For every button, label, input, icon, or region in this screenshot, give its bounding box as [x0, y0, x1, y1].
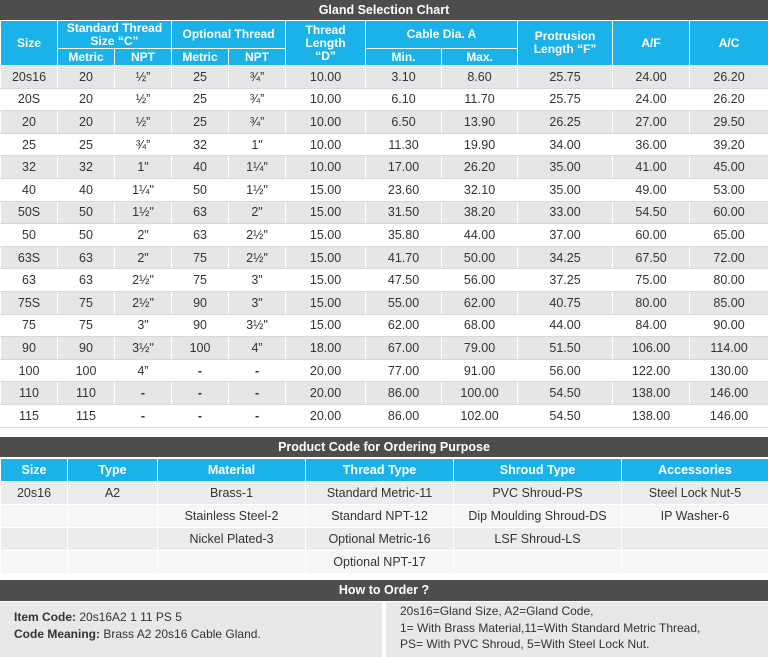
table-cell: 72.00 — [690, 246, 768, 269]
table-cell: A2 — [68, 482, 158, 505]
table-cell: Optional Metric-16 — [306, 528, 454, 551]
table-cell: 49.00 — [613, 178, 690, 201]
table-cell: 26.25 — [518, 111, 613, 134]
table-cell — [1, 528, 68, 551]
table-cell: ½” — [115, 111, 172, 134]
table-cell: IP Washer-6 — [622, 505, 768, 528]
order-example — [0, 602, 382, 657]
table-cell: 50S — [1, 201, 58, 224]
table-cell: 10.00 — [286, 66, 366, 89]
table-cell: 3.10 — [366, 66, 442, 89]
table-cell: 68.00 — [442, 314, 518, 337]
table-cell — [1, 505, 68, 528]
table-cell: 23.60 — [366, 178, 442, 201]
table-cell: 100.00 — [442, 382, 518, 405]
header-protrusion: Protrusion Length “F” — [518, 21, 613, 66]
header-size: Size — [1, 21, 58, 66]
table-cell: 40.75 — [518, 291, 613, 314]
item-code-value: 20s16A2 1 11 PS 5 — [79, 610, 182, 624]
table-cell: Nickel Plated-3 — [158, 528, 306, 551]
table-cell: Standard NPT-12 — [306, 505, 454, 528]
table-cell: 1½" — [229, 178, 286, 201]
table-cell: 63S — [1, 246, 58, 269]
table-cell: 50 — [172, 178, 229, 201]
table-cell: 75 — [172, 246, 229, 269]
table-cell: 25 — [172, 88, 229, 111]
table-cell: 15.00 — [286, 178, 366, 201]
table-cell: 6.50 — [366, 111, 442, 134]
table-row — [1, 178, 768, 201]
table-cell: 13.90 — [442, 111, 518, 134]
table-cell: 35.00 — [518, 178, 613, 201]
table-cell: 20.00 — [286, 404, 366, 427]
table-row — [1, 201, 768, 224]
table-cell: ½” — [115, 88, 172, 111]
table-cell — [68, 551, 158, 574]
table-cell: 146.00 — [690, 404, 768, 427]
table-cell: ½” — [115, 66, 172, 89]
table-row — [1, 482, 768, 505]
table-cell: 122.00 — [613, 359, 690, 382]
product-header-cell: Material — [158, 459, 306, 482]
header-max: Max. — [442, 49, 518, 66]
table-cell: 80.00 — [690, 269, 768, 292]
table-cell: 32 — [172, 133, 229, 156]
table-cell — [622, 551, 768, 574]
table-cell: 45.00 — [690, 156, 768, 179]
table-cell: 34.25 — [518, 246, 613, 269]
table-cell: 33.00 — [518, 201, 613, 224]
header-thread-length: Thread Length “D” — [286, 21, 366, 66]
table-cell: 86.00 — [366, 404, 442, 427]
table-cell: - — [229, 404, 286, 427]
table-cell: PVC Shroud-PS — [454, 482, 622, 505]
table-cell: 20 — [58, 66, 115, 89]
table-cell: 3½" — [115, 337, 172, 360]
table-cell: 63 — [172, 224, 229, 247]
table-cell: 15.00 — [286, 269, 366, 292]
table-cell: 15.00 — [286, 314, 366, 337]
table-cell: 35.80 — [366, 224, 442, 247]
table-cell: 53.00 — [690, 178, 768, 201]
table-cell — [1, 551, 68, 574]
table-cell: 63 — [58, 269, 115, 292]
table-cell: 86.00 — [366, 382, 442, 405]
table-cell: - — [115, 382, 172, 405]
table-cell: 63 — [58, 246, 115, 269]
table-cell: 11.70 — [442, 88, 518, 111]
table-cell: 20s16 — [1, 482, 68, 505]
table-cell: 4” — [229, 337, 286, 360]
table-cell: 50 — [1, 224, 58, 247]
table-cell: - — [229, 382, 286, 405]
table-cell: 67.00 — [366, 337, 442, 360]
table-cell: 47.50 — [366, 269, 442, 292]
product-header-cell: Type — [68, 459, 158, 482]
table-cell: 60.00 — [690, 201, 768, 224]
table-cell: 15.00 — [286, 201, 366, 224]
table-cell: 56.00 — [518, 359, 613, 382]
table-cell: - — [172, 382, 229, 405]
table-cell: 90 — [172, 291, 229, 314]
table-row — [1, 66, 768, 89]
table-cell: 60.00 — [613, 224, 690, 247]
table-cell: Optional NPT-17 — [306, 551, 454, 574]
table-cell: 146.00 — [690, 382, 768, 405]
table-row — [1, 337, 768, 360]
table-cell: 41.70 — [366, 246, 442, 269]
table-cell: 75 — [58, 314, 115, 337]
table-cell: 25 — [172, 66, 229, 89]
table-cell: 110 — [58, 382, 115, 405]
table-cell: 17.00 — [366, 156, 442, 179]
table-cell: 79.00 — [442, 337, 518, 360]
table-row — [1, 88, 768, 111]
table-cell: Brass-1 — [158, 482, 306, 505]
how-to-order-title: How to Order ? — [0, 580, 768, 601]
table-cell: 56.00 — [442, 269, 518, 292]
table-row — [1, 156, 768, 179]
table-cell: 20 — [58, 88, 115, 111]
table-cell: 114.00 — [690, 337, 768, 360]
table-cell: 62.00 — [366, 314, 442, 337]
table-cell: 138.00 — [613, 382, 690, 405]
table-cell: ¾” — [229, 88, 286, 111]
product-code-table — [0, 458, 768, 574]
header-std-metric: Metric — [58, 49, 115, 66]
table-row — [1, 382, 768, 405]
table-cell: 3½" — [229, 314, 286, 337]
table-cell: 24.00 — [613, 66, 690, 89]
table-cell: 50 — [58, 224, 115, 247]
table-cell: 1" — [115, 156, 172, 179]
table-cell: 77.00 — [366, 359, 442, 382]
table-cell: Steel Lock Nut-5 — [622, 482, 768, 505]
table-cell: 15.00 — [286, 224, 366, 247]
table-cell: 63 — [1, 269, 58, 292]
table-cell: 90 — [58, 337, 115, 360]
table-cell: 54.50 — [613, 201, 690, 224]
table-cell: 54.50 — [518, 382, 613, 405]
header-standard-thread: Standard Thread Size “C” — [58, 21, 172, 49]
table-cell: 102.00 — [442, 404, 518, 427]
table-cell: 3" — [115, 314, 172, 337]
code-meaning-line — [14, 626, 368, 643]
table-row — [1, 505, 768, 528]
table-cell: 115 — [58, 404, 115, 427]
table-cell: 38.20 — [442, 201, 518, 224]
table-cell: 10.00 — [286, 88, 366, 111]
table-cell: 2" — [229, 201, 286, 224]
order-explanation — [386, 602, 768, 657]
table-cell: 138.00 — [613, 404, 690, 427]
header-cable-dia: Cable Dia. A — [366, 21, 518, 49]
product-header-cell: Size — [1, 459, 68, 482]
table-cell: 41.00 — [613, 156, 690, 179]
table-cell: 15.00 — [286, 246, 366, 269]
table-row — [1, 133, 768, 156]
table-row — [1, 291, 768, 314]
table-cell: 50.00 — [442, 246, 518, 269]
table-cell: 55.00 — [366, 291, 442, 314]
explanation-line: 20s16=Gland Size, A2=Gland Code, — [400, 604, 594, 618]
table-row — [1, 111, 768, 134]
table-cell: 10.00 — [286, 111, 366, 134]
table-cell: 1¼" — [229, 156, 286, 179]
table-cell: 75 — [1, 314, 58, 337]
table-cell: 51.50 — [518, 337, 613, 360]
table-cell: 2" — [115, 224, 172, 247]
table-row — [1, 314, 768, 337]
table-cell: - — [172, 404, 229, 427]
table-cell: 37.00 — [518, 224, 613, 247]
table-cell: 20S — [1, 88, 58, 111]
table-cell: 36.00 — [613, 133, 690, 156]
table-cell: LSF Shroud-LS — [454, 528, 622, 551]
table-cell: 25.75 — [518, 88, 613, 111]
table-cell: 2½" — [115, 269, 172, 292]
table-cell: 67.50 — [613, 246, 690, 269]
header-std-npt: NPT — [115, 49, 172, 66]
table-cell: 29.50 — [690, 111, 768, 134]
header-min: Min. — [366, 49, 442, 66]
table-row — [1, 404, 768, 427]
table-cell: 85.00 — [690, 291, 768, 314]
table-cell: 24.00 — [613, 88, 690, 111]
table-cell: 1" — [229, 133, 286, 156]
code-meaning-value: Brass A2 20s16 Cable Gland. — [103, 627, 261, 641]
product-header-cell: Thread Type — [306, 459, 454, 482]
item-code-line — [14, 609, 368, 626]
table-cell: 20s16 — [1, 66, 58, 89]
table-cell: 106.00 — [613, 337, 690, 360]
table-cell: 90.00 — [690, 314, 768, 337]
table-cell: 20 — [58, 111, 115, 134]
explanation-line: PS= With PVC Shroud, 5=With Steel Lock Nut. — [400, 637, 650, 651]
table-cell: 20 — [1, 111, 58, 134]
code-meaning-label: Code Meaning: — [14, 627, 100, 641]
table-cell: 15.00 — [286, 291, 366, 314]
gland-chart-title: Gland Selection Chart — [0, 0, 768, 20]
table-cell: ¾” — [115, 133, 172, 156]
table-cell: 62.00 — [442, 291, 518, 314]
table-cell: ¾” — [229, 66, 286, 89]
table-cell: 18.00 — [286, 337, 366, 360]
table-cell: 40 — [58, 178, 115, 201]
table-cell: 110 — [1, 382, 58, 405]
table-cell: 2" — [115, 246, 172, 269]
explanation-line: 1= With Brass Material,11=With Standard Metric Thread, — [400, 620, 701, 635]
table-cell: 3" — [229, 291, 286, 314]
table-cell: 6.10 — [366, 88, 442, 111]
table-cell: 65.00 — [690, 224, 768, 247]
table-cell: 100 — [58, 359, 115, 382]
header-ac: A/C — [690, 21, 768, 66]
table-cell: 90 — [1, 337, 58, 360]
table-cell — [68, 505, 158, 528]
table-cell: 75S — [1, 291, 58, 314]
gland-selection-table — [0, 20, 768, 428]
header-opt-metric: Metric — [172, 49, 229, 66]
table-cell: 25 — [172, 111, 229, 134]
table-row — [1, 528, 768, 551]
table-cell: 63 — [172, 201, 229, 224]
table-cell: 32.10 — [442, 178, 518, 201]
table-cell: 40 — [1, 178, 58, 201]
table-cell: 34.00 — [518, 133, 613, 156]
table-row — [1, 359, 768, 382]
table-cell: 75 — [172, 269, 229, 292]
table-cell: 54.50 — [518, 404, 613, 427]
product-header-cell: Shroud Type — [454, 459, 622, 482]
table-cell: 2½" — [229, 224, 286, 247]
table-cell: 35.00 — [518, 156, 613, 179]
table-cell: 115 — [1, 404, 58, 427]
table-cell: Stainless Steel-2 — [158, 505, 306, 528]
table-cell: 26.20 — [690, 66, 768, 89]
table-cell: 44.00 — [442, 224, 518, 247]
table-cell: 27.00 — [613, 111, 690, 134]
table-cell: 100 — [172, 337, 229, 360]
product-code-title: Product Code for Ordering Purpose — [0, 437, 768, 457]
product-header-cell: Accessories — [622, 459, 768, 482]
table-cell: 2½" — [115, 291, 172, 314]
table-cell: 31.50 — [366, 201, 442, 224]
table-cell: 11.30 — [366, 133, 442, 156]
header-af: A/F — [613, 21, 690, 66]
table-cell: - — [115, 404, 172, 427]
table-cell: 80.00 — [613, 291, 690, 314]
table-cell: 130.00 — [690, 359, 768, 382]
table-cell — [158, 551, 306, 574]
table-cell: 75.00 — [613, 269, 690, 292]
table-cell: 20.00 — [286, 382, 366, 405]
table-cell: 40 — [172, 156, 229, 179]
table-cell: 25 — [58, 133, 115, 156]
table-cell: 32 — [58, 156, 115, 179]
table-cell — [622, 528, 768, 551]
table-cell: 20.00 — [286, 359, 366, 382]
header-optional-thread: Optional Thread — [172, 21, 286, 49]
table-cell: 75 — [58, 291, 115, 314]
table-cell: 90 — [172, 314, 229, 337]
header-opt-npt: NPT — [229, 49, 286, 66]
table-cell: 19.90 — [442, 133, 518, 156]
table-cell: - — [172, 359, 229, 382]
table-cell: Standard Metric-11 — [306, 482, 454, 505]
table-cell: 4” — [115, 359, 172, 382]
table-cell: 37.25 — [518, 269, 613, 292]
item-code-label: Item Code: — [14, 610, 77, 624]
table-cell: 10.00 — [286, 156, 366, 179]
table-cell: - — [229, 359, 286, 382]
table-cell: 3" — [229, 269, 286, 292]
table-cell: 50 — [58, 201, 115, 224]
table-cell: 25.75 — [518, 66, 613, 89]
table-cell: 10.00 — [286, 133, 366, 156]
table-cell — [68, 528, 158, 551]
table-cell: 39.20 — [690, 133, 768, 156]
table-cell — [454, 551, 622, 574]
table-cell: 25 — [1, 133, 58, 156]
table-row — [1, 246, 768, 269]
table-row — [1, 269, 768, 292]
table-cell: 91.00 — [442, 359, 518, 382]
table-cell: 8.60 — [442, 66, 518, 89]
table-cell: 44.00 — [518, 314, 613, 337]
table-cell: ¾” — [229, 111, 286, 134]
table-cell: Dip Moulding Shroud-DS — [454, 505, 622, 528]
table-cell: 26.20 — [690, 88, 768, 111]
table-row — [1, 224, 768, 247]
table-cell: 32 — [1, 156, 58, 179]
table-cell: 26.20 — [442, 156, 518, 179]
table-row — [1, 551, 768, 574]
table-cell: 1½" — [115, 201, 172, 224]
table-cell: 84.00 — [613, 314, 690, 337]
table-cell: 1¼" — [115, 178, 172, 201]
table-cell: 100 — [1, 359, 58, 382]
table-cell: 2½" — [229, 246, 286, 269]
